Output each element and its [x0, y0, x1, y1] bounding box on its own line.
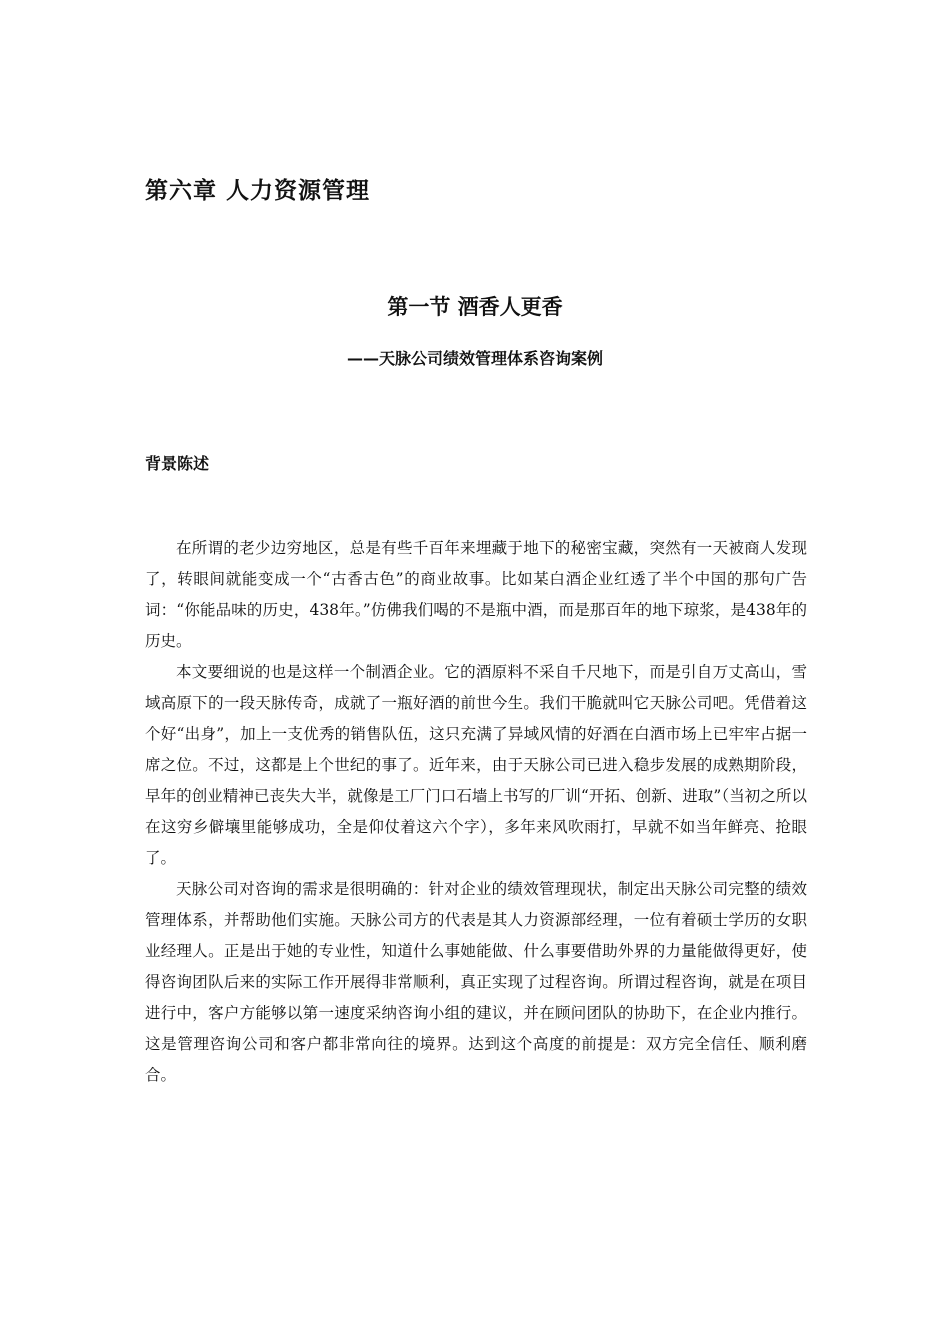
- paragraph-2: 本文要细说的也是这样一个制酒企业。它的酒原料不采自千尺地下，而是引自万丈高山，雪域高原下的一段天脉传奇，成就了一瓶好酒的前世今生。我们干脆就叫它天脉公司吧。凭借着这个好“出身”，加上一支优秀的销售队伍，这只充满了异域风情的好酒在白酒市场上已牢牢占据一席之位。不过，这都是上个世纪的事了。近年来，由于天脉公司已进入稳步发展的成熟期阶段，早年的创业精神已丧失大半，就像是工厂门口石墙上书写的厂训“开拓、创新、进取”（当初之所以在这穷乡僻壤里能够成功，全是仰仗着这六个字），多年来风吹雨打，早就不如当年鲜亮、抢眼了。: [145, 663, 807, 867]
- chapter-title: 第六章 人力资源管理: [145, 178, 371, 204]
- background-heading: 背景陈述: [145, 454, 210, 473]
- section-subtitle: ——天脉公司绩效管理体系咨询案例: [346, 349, 603, 368]
- paragraph-3: 天脉公司对咨询的需求是很明确的：针对企业的绩效管理现状，制定出天脉公司完整的绩效管理体系，并帮助他们实施。天脉公司方的代表是其人力资源部经理，一位有着硕士学历的女职业经理人。正是出于她的专业性，知道什么事她能做、什么事要借助外界的力量能做得更好，使得咨询团队后来的实际工作开展得非常顺利，真正实现了过程咨询。所谓过程咨询，就是在项目进行中，客户方能够以第一速度采纳咨询小组的建议，并在顾问团队的协助下，在企业内推行。这是管理咨询公司和客户都非常向往的境界。达到这个高度的前提是：双方完全信任、顺利磨合。: [145, 880, 807, 1084]
- paragraph-1: 在所谓的老少边穷地区，总是有些千百年来埋藏于地下的秘密宝藏，突然有一天被商人发现了，转眼间就能变成一个“古香古色”的商业故事。比如某白酒企业红透了半个中国的那句广告词：“你能品味的历史，438年。”仿佛我们喝的不是瓶中酒，而是那百年的地下琼浆，是438年的历史。: [145, 539, 807, 650]
- section-title: 第一节 酒香人更香: [387, 295, 563, 319]
- body-text: [145, 533, 807, 1091]
